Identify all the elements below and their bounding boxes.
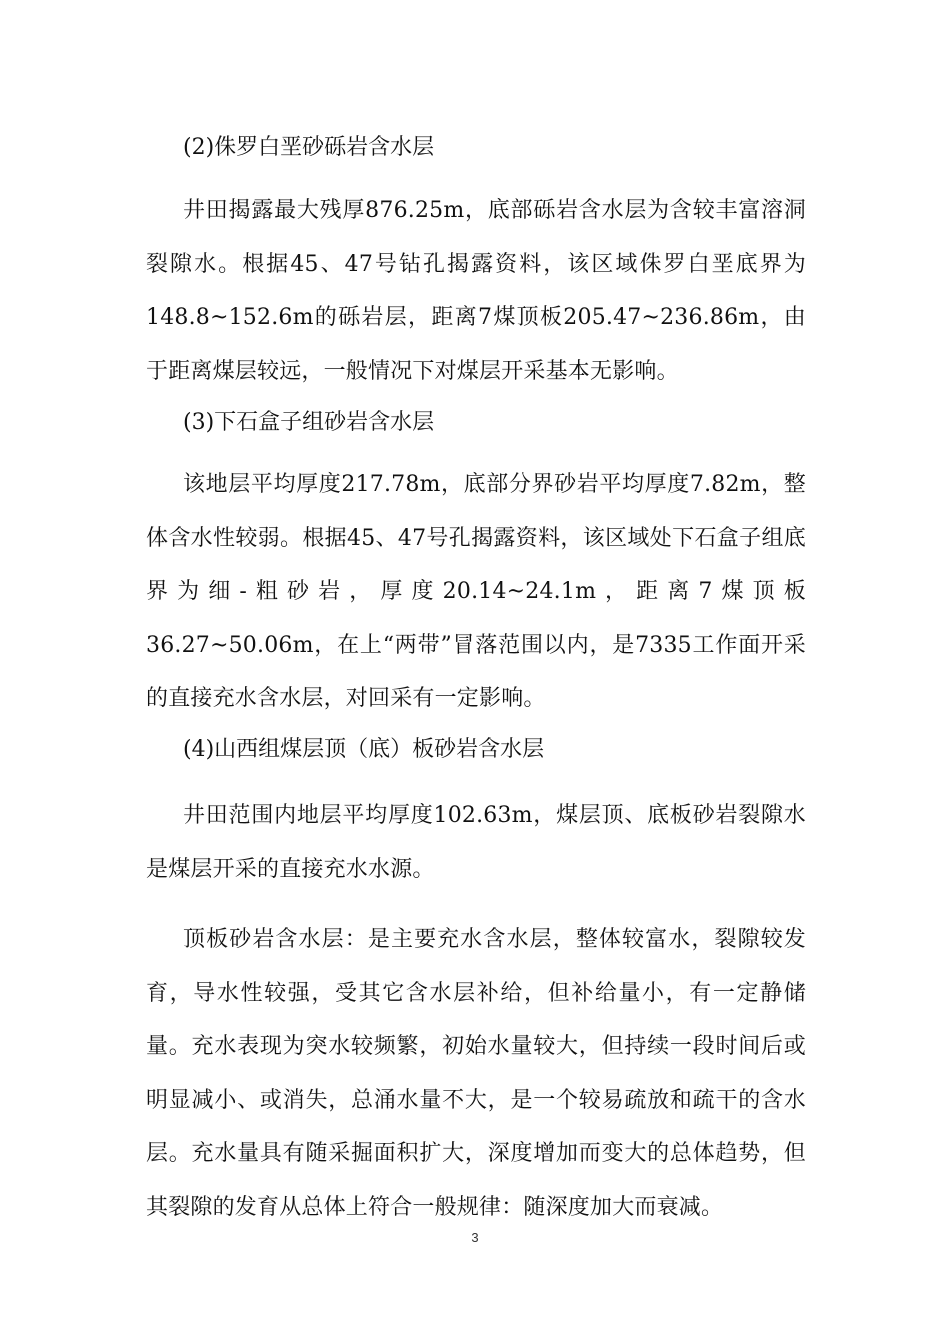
page-number: 3 <box>471 1230 479 1245</box>
section-heading-jurassic-cretaceous: (2)侏罗白垩砂砾岩含水层 <box>183 135 435 160</box>
paragraph-jurassic-cretaceous: 井田揭露最大残厚876.25m，底部砾岩含水层为含较丰富溶洞裂隙水。根据45、47号钻孔揭露资料，该区域侏罗白垩底界为148.8~152.6m的砾岩层，距离7煤顶板205.47~236.86m，由于距离煤层较远，一般情况下对煤层开采基本无影响。 <box>146 198 806 384</box>
section-heading-shanxi: (4)山西组煤层顶（底）板砂岩含水层 <box>183 737 545 762</box>
paragraph-roof-sandstone: 顶板砂岩含水层：是主要充水含水层，整体较富水，裂隙较发育，导水性较强，受其它含水层补给，但补给量小，有一定静储量。充水表现为突水较频繁，初始水量较大，但持续一段时间后或明显减小、或消失，总涌水量不大，是一个较易疏放和疏干的含水层。充水量具有随采掘面积扩大，深度增加而变大的总体趋势，但其裂隙的发育从总体上符合一般规律：随深度加大而衰减。 <box>146 927 806 1220</box>
section-heading-lower-shihezi: (3)下石盒子组砂岩含水层 <box>183 410 435 435</box>
paragraph-lower-shihezi: 该地层平均厚度217.78m，底部分界砂岩平均厚度7.82m，整体含水性较弱。根据45、47号孔揭露资料，该区域处下石盒子组底界为细-粗砂岩，厚度20.14~24.1m，距离7煤顶板36.27~50.06m，在上“两带”冒落范围以内，是7335工作面开采的直接充水含水层，对回采有一定影响。 <box>146 472 806 712</box>
paragraph-shanxi-intro: 井田范围内地层平均厚度102.63m，煤层顶、底板砂岩裂隙水是煤层开采的直接充水水源。 <box>146 803 806 882</box>
